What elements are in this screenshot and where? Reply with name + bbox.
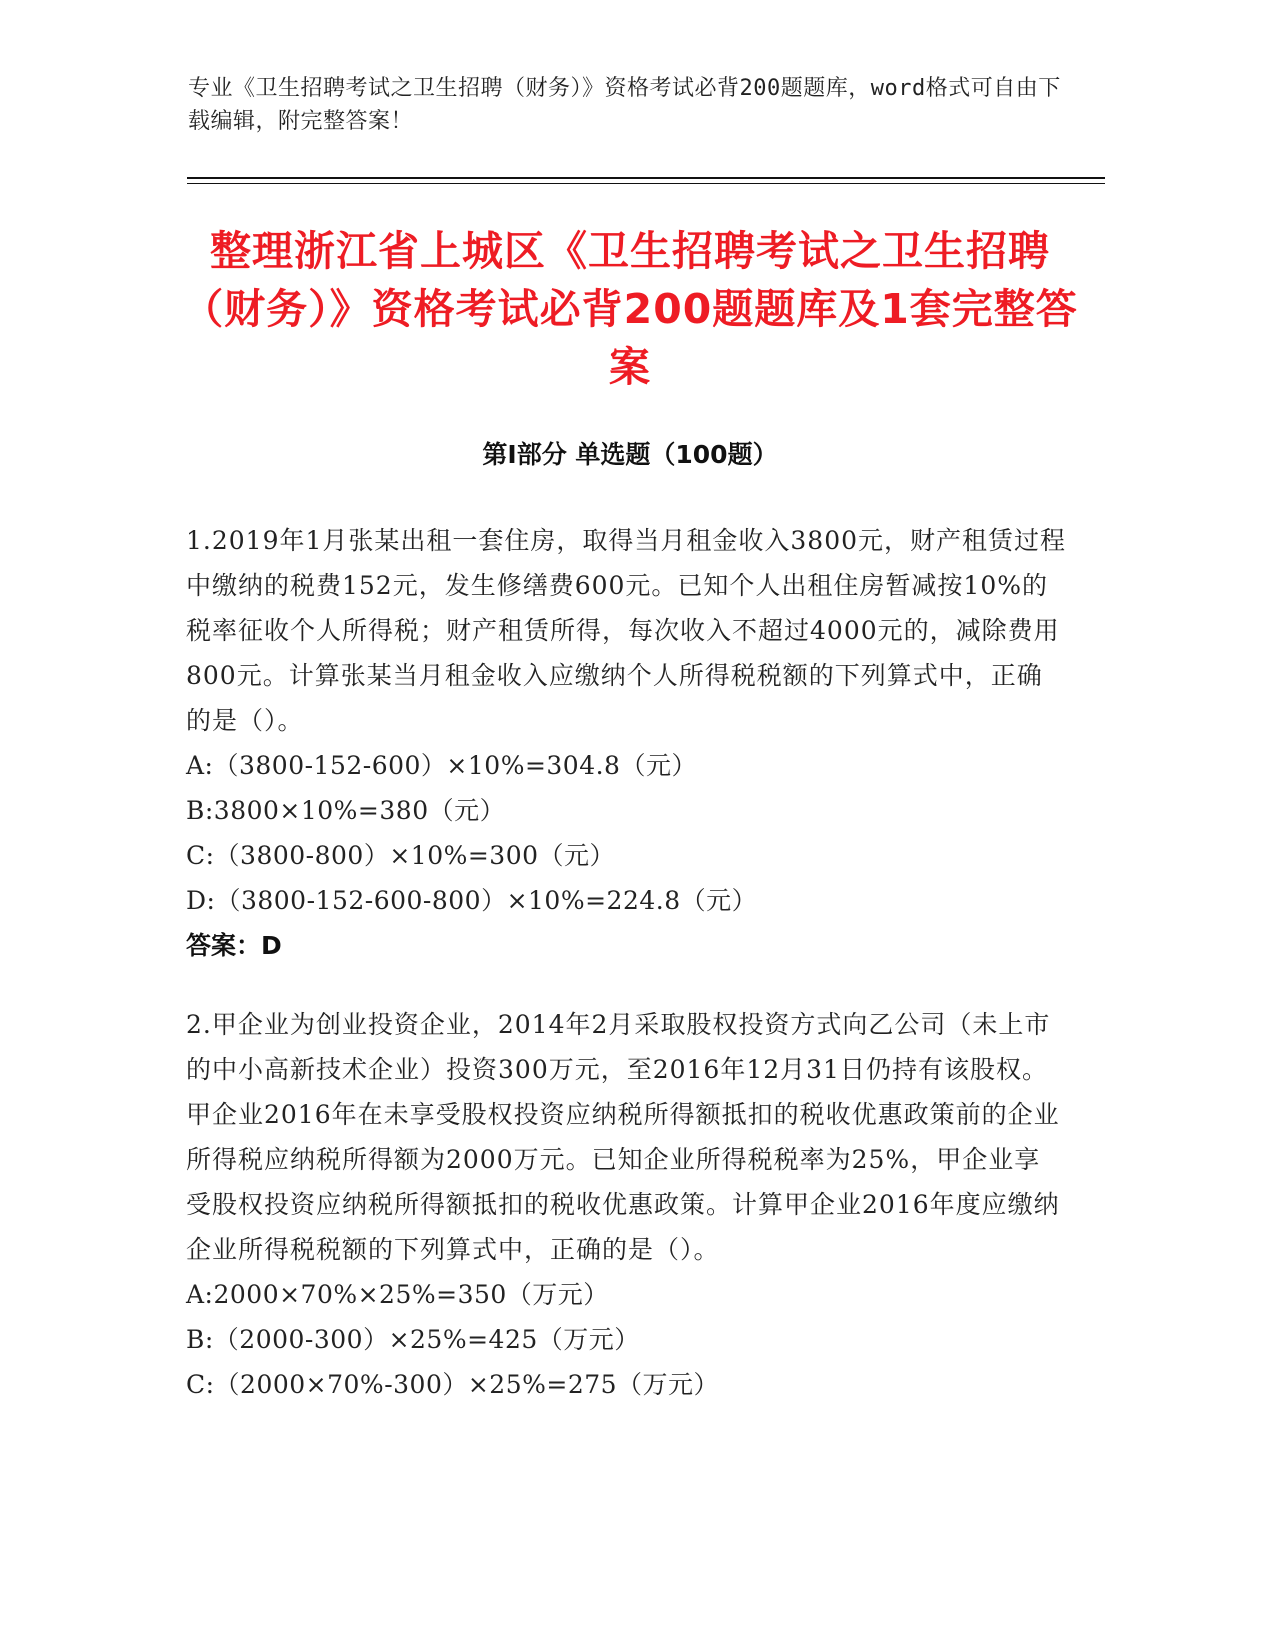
option-b: B:3800×10%=380（元） <box>186 796 506 825</box>
option-d: D:（3800-152-600-800）×10%=224.8（元） <box>186 886 758 915</box>
option-c: C:（3800-800）×10%=300（元） <box>186 841 616 870</box>
option-a: A:（3800-152-600）×10%=304.8（元） <box>186 751 697 780</box>
question-stem: 1.2019年1月张某出租一套住房，取得当月租金收入3800元，财产租赁过程中缴纳的税费152元，发生修缮费600元。已知个人出租住房暂减按10%的税率征收个人所得税；财产租赁所得，每次收入不超过4000元的，减除费用800元。计算张某当月租金收入应缴纳个人所得税税额的下列算式中，正确的是（）。 <box>186 526 1067 735</box>
question-stem: 2.甲企业为创业投资企业，2014年2月采取股权投资方式向乙公司（未上市的中小高新技术企业）投资300万元，至2016年12月31日仍持有该股权。甲企业2016年在未享受股权投资应纳税所得额抵扣的税收优惠政策前的企业所得税应纳税所得额为2000万元。已知企业所得税税率为25%，甲企业享受股权投资应纳税所得额抵扣的税收优惠政策。计算甲企业2016年度应缴纳企业所得税税额的下列算式中，正确的是（）。 <box>186 1010 1060 1264</box>
answer: 答案：D <box>186 931 282 960</box>
option-a: A:2000×70%×25%=350（万元） <box>186 1280 609 1309</box>
header-rule-thin <box>187 183 1105 184</box>
section-title: 第I部分 单选题（100题） <box>482 440 778 469</box>
question-1 <box>186 518 1066 968</box>
option-c: C:（2000×70%-300）×25%=275（万元） <box>186 1370 720 1399</box>
question-2 <box>186 1002 1066 1407</box>
option-b: B:（2000-300）×25%=425（万元） <box>186 1325 640 1354</box>
document-title: 整理浙江省上城区《卫生招聘考试之卫生招聘（财务）》资格考试必背200题题库及1套完整答案 <box>182 227 1078 391</box>
header-note: 专业《卫生招聘考试之卫生招聘（财务）》资格考试必背200题题库，word格式可自由下载编辑，附完整答案！ <box>188 76 1061 134</box>
header-rule-thick <box>187 177 1105 179</box>
